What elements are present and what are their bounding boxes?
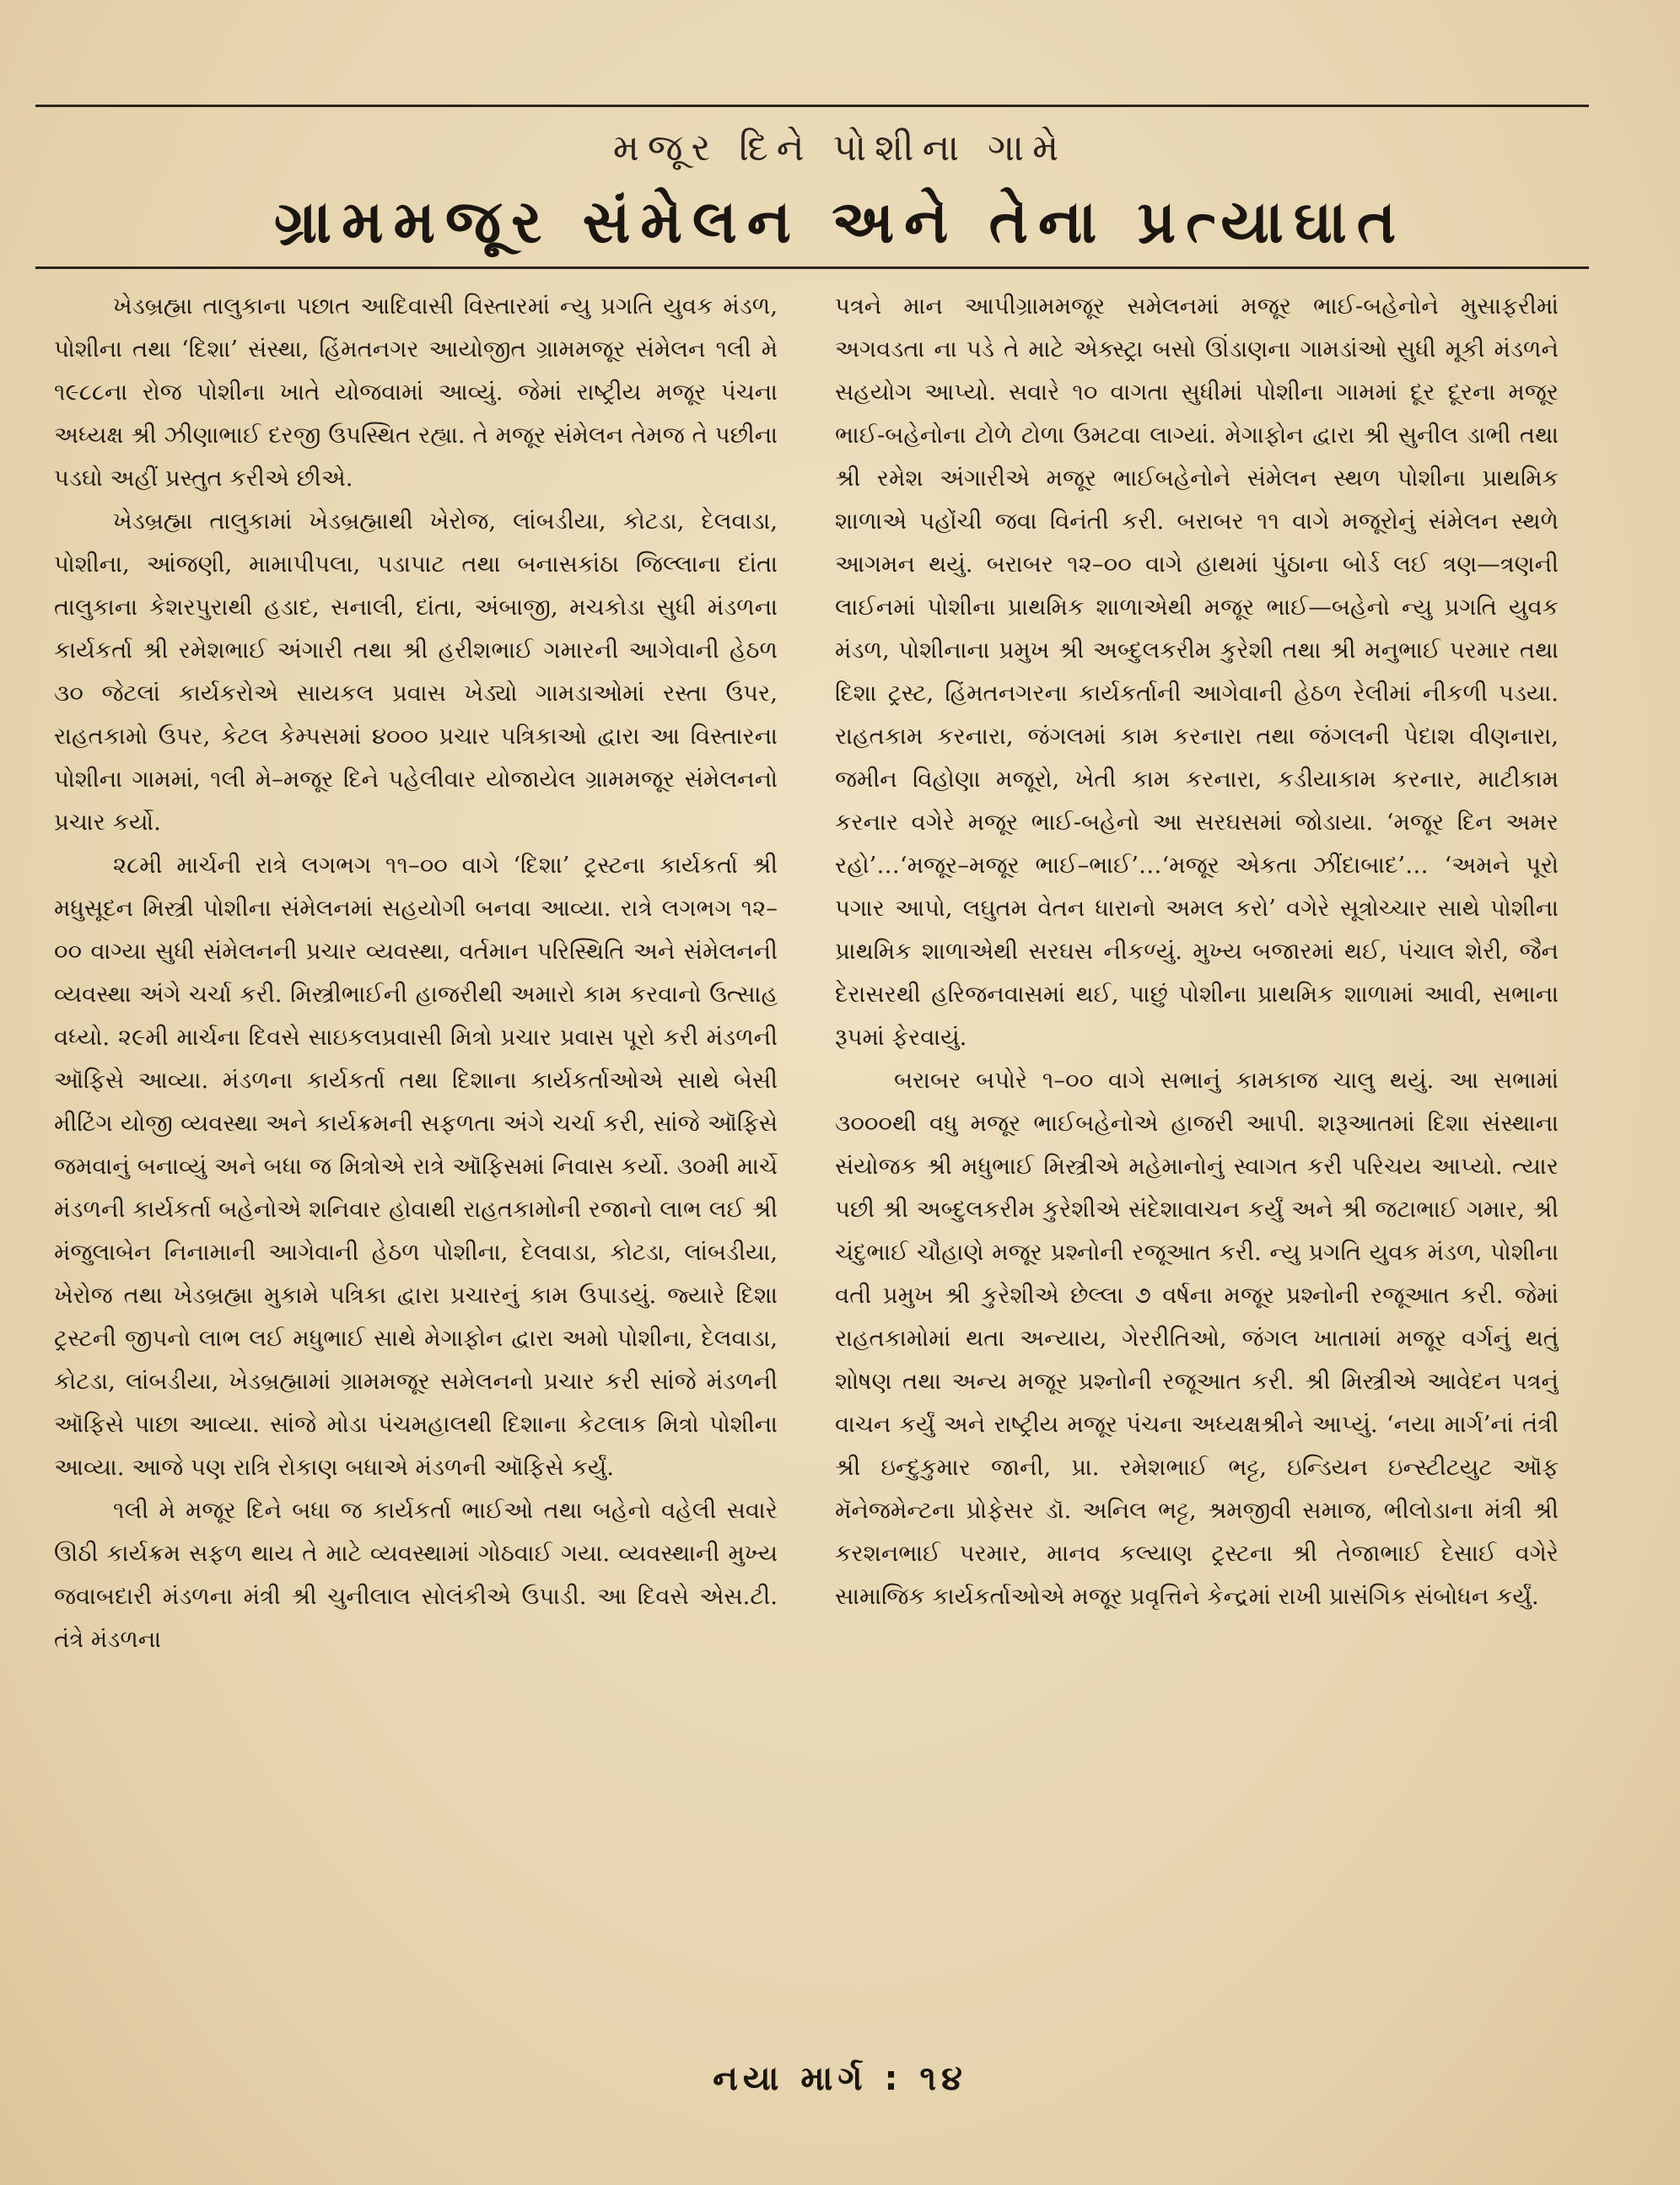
headline-rule (35, 266, 1589, 269)
article-headline: ગ્રામમજૂર સંમેલન અને તેના પ્રત્યાઘાત (273, 187, 1407, 256)
article-kicker: મજૂર દિને પોશીના ગામે (612, 126, 1068, 170)
paragraph: પત્રને માન આપીગ્રામમજૂર સમેલનમાં મજૂર ભાઈ-બહેનોને મુસાફરીમાં અગવડતા ના પડે તે માટે એક્સ્ટ્રા બસો ઊંડાણના ગામડાંઓ સુધી મૂકી મંડળને સહયોગ આપ્યો. સવારે ૧૦ વાગતા સુધીમાં પોશીના ગામમાં દૂર દૂરના મજૂર ભાઈ-બહેનોના ટોળે ટોળા ઉમટવા લાગ્યાં. મેગાફોન દ્વારા શ્રી સુનીલ ડાભી તથા શ્રી રમેશ અંગારીએ મજૂર ભાઈબહેનોને સંમેલન સ્થળ પોશીના પ્રાથમિક શાળાએ પહોંચી જવા વિનંતી કરી. બરાબર ૧૧ વાગે મજૂરોનું સંમેલન સ્થળે આગમન થયું. બરાબર ૧૨–૦૦ વાગે હાથમાં પુંઠાના બોર્ડ લઈ ત્રણ—ત્રણની લાઈનમાં પોશીના પ્રાથમિક શાળાએથી મજૂર ભાઈ—બહેનો ન્યુ પ્રગતિ યુવક મંડળ, પોશીનાના પ્રમુખ શ્રી અબ્દુલકરીમ કુરેશી તથા શ્રી મનુભાઈ પરમાર તથા દિશા ટ્રસ્ટ, હિંમતનગરના કાર્યકર્તાની આગેવાની હેઠળ રેલીમાં નીકળી પડયા. રાહતકામ કરનારા, જંગલમાં કામ કરનારા તથા જંગલની પેદાશ વીણનારા, જમીન વિહોણા મજૂરો, ખેતી કામ કરનારા, કડીયાકામ કરનાર, માટીકામ કરનાર વગેરે મજૂર ભાઈ-બહેનો આ સરઘસમાં જોડાયા. ‘મજૂર દિન અમર રહો’…‘મજૂર–મજૂર ભાઈ–ભાઈ’…‘મજૂર એકતા ઝીંદાબાદ’… ‘અમને પૂરો પગાર આપો, લઘુતમ વેતન ધારાનો અમલ કરો’ વગેરે સૂત્રોચ્ચાર સાથે પોશીના પ્રાથમિક શાળાએથી સરઘસ નીકળ્યું. મુખ્ય બજારમાં થઈ, પંચાલ શેરી, જૈન દેરાસરથી હરિજનવાસમાં થઈ, પાછું પોશીના પ્રાથમિક શાળામાં આવી, સભાના રૂપમાં ફેરવાયું. (835, 293, 1559, 1051)
paragraph: ખેડબ્રહ્મા તાલુકાના પછાત આદિવાસી વિસ્તારમાં ન્યુ પ્રગતિ યુવક મંડળ, પોશીના તથા ‘દિશા’ સંસ્થા, હિંમતનગર આયોજીત ગ્રામમજૂર સંમેલન ૧લી મે ૧૯૮૮ના રોજ પોશીના ખાતે યોજવામાં આવ્યું. જેમાં રાષ્ટ્રીય મજૂર પંચના અધ્યક્ષ શ્રી ઝીણાભાઈ દરજી ઉપસ્થિત રહ્યા. તે મજૂર સંમેલન તેમજ તે પછીના પડઘો અહીં પ્રસ્તુત કરીએ છીએ. (54, 293, 778, 492)
paragraph: ખેડબ્રહ્મા તાલુકામાં ખેડબ્રહ્માથી ખેરોજ, લાંબડીયા, કોટડા, દેલવાડા, પોશીના, આંજણી, મામાપીપલા, પડાપાટ તથા બનાસકાંઠા જિલ્લાના દાંતા તાલુકાના કેશરપુરાથી હડાદ, સનાલી, દાંતા, અંબાજી, મચકોડા સુધી મંડળના કાર્યકર્તા શ્રી રમેશભાઈ અંગારી તથા શ્રી હરીશભાઈ ગમારની આગેવાની હેઠળ ૩૦ જેટલાં કાર્યકરોએ સાયકલ પ્રવાસ ખેડ્યો ગામડાઓમાં રસ્તા ઉપર, રાહતકામો ઉપર, કેટલ કેમ્પસમાં ૪૦૦૦ પ્રચાર પત્રિકાઓ દ્વારા આ વિસ્તારના પોશીના ગામમાં, ૧લી મે–મજૂર દિને પહેલીવાર યોજાયેલ ગ્રામમજૂર સંમેલનનો પ્રચાર કર્યો. (54, 508, 778, 836)
page-footer: નયા માર્ગ : ૧૪ (713, 2059, 967, 2098)
right-column (835, 285, 1559, 1980)
left-column (54, 285, 778, 1980)
top-rule (35, 105, 1589, 107)
paragraph: ૧લી મે મજૂર દિને બધા જ કાર્યકર્તા ભાઈઓ તથા બહેનો વહેલી સવારે ઊઠી કાર્યક્રમ સફળ થાય તે માટે વ્યવસ્થામાં ગોઠવાઈ ગયા. વ્યવસ્થાની મુખ્ય જવાબદારી મંડળના મંત્રી શ્રી ચુનીલાલ સોલંકીએ ઉપાડી. આ દિવસે એસ.ટી. તંત્રે મંડળના (54, 1497, 778, 1653)
paragraph: ૨૮મી માર્ચની રાત્રે લગભગ ૧૧–૦૦ વાગે ‘દિશા’ ટ્રસ્ટના કાર્યકર્તા શ્રી મધુસૂદન મિસ્ત્રી પોશીના સંમેલનમાં સહયોગી બનવા આવ્યા. રાત્રે લગભગ ૧૨–૦૦ વાગ્યા સુધી સંમેલનની પ્રચાર વ્યવસ્થા, વર્તમાન પરિસ્થિતિ અને સંમેલનની વ્યવસ્થા અંગે ચર્ચા કરી. મિસ્ત્રીભાઈની હાજરીથી અમારો કામ કરવાનો ઉત્સાહ વધ્યો. ૨૯મી માર્ચના દિવસે સાઇકલપ્રવાસી મિત્રો પ્રચાર પ્રવાસ પૂરો કરી મંડળની ઑફિસે આવ્યા. મંડળના કાર્યકર્તા તથા દિશાના કાર્યકર્તાઓએ સાથે બેસી મીટિંગ યોજી વ્યવસ્થા અને કાર્યક્રમની સફળતા અંગે ચર્ચા કરી, સાંજે ઑફિસે જમવાનું બનાવ્યું અને બધા જ મિત્રોએ રાત્રે ઑફિસમાં નિવાસ કર્યો. ૩૦મી માર્ચે મંડળની કાર્યકર્તા બહેનોએ શનિવાર હોવાથી રાહતકામોની રજાનો લાભ લઈ શ્રી મંજુલાબેન નિનામાની આગેવાની હેઠળ પોશીના, દેલવાડા, કોટડા, લાંબડીયા, ખેરોજ તથા ખેડબ્રહ્મા મુકામે પત્રિકા દ્વારા પ્રચારનું કામ ઉપાડયું. જ્યારે દિશા ટ્રસ્ટની જીપનો લાભ લઈ મધુભાઈ સાથે મેગાફોન દ્વારા અમો પોશીના, દેલવાડા, કોટડા, લાંબડીયા, ખેડબ્રહ્મામાં ગ્રામમજૂર સમેલનનો પ્રચાર કરી સાંજે મંડળની ઑફિસે પાછા આવ્યા. સાંજે મોડા પંચમહાલથી દિશાના કેટલાક મિત્રો પોશીના આવ્યા. આજે પણ રાત્રિ રોકાણ બધાએ મંડળની ઑફિસે કર્યું. (54, 852, 778, 1481)
paragraph: બરાબર બપોરે ૧–૦૦ વાગે સભાનું કામકાજ ચાલુ થયું. આ સભામાં ૩૦૦૦થી વધુ મજૂર ભાઈબહેનોએ હાજરી આપી. શરૂઆતમાં દિશા સંસ્થાના સંયોજક શ્રી મધુભાઈ મિસ્ત્રીએ મહેમાનોનું સ્વાગત કરી પરિચય આપ્યો. ત્યાર પછી શ્રી અબ્દુલકરીમ કુરેશીએ સંદેશાવાચન કર્યું અને શ્રી જટાભાઈ ગમાર, શ્રી ચંદુભાઈ ચૌહાણે મજૂર પ્રશ્નોની રજૂઆત કરી. ન્યુ પ્રગતિ યુવક મંડળ, પોશીના વતી પ્રમુખ શ્રી કુરેશીએ છેલ્લા ૭ વર્ષના મજૂર પ્રશ્નોની રજૂઆત કરી. જેમાં રાહતકામોમાં થતા અન્યાય, ગેરરીતિઓ, જંગલ ખાતામાં મજૂર વર્ગનું થતું શોષણ તથા અન્ય મજૂર પ્રશ્નોની રજૂઆત કરી. શ્રી મિસ્ત્રીએ આવેદન પત્રનું વાચન કર્યું અને રાષ્ટ્રીય મજૂર પંચના અધ્યક્ષશ્રીને આપ્યું. ‘નયા માર્ગ’નાં તંત્રી શ્રી ઇન્દુકુમાર જાની, પ્રા. રમેશભાઈ ભટ્ટ, ઇન્ડિયન ઇન્સ્ટીટયુટ ઑફ મૅનેજમેન્ટના પ્રોફેસર ડૉ. અનિલ ભટ્ટ, શ્રમજીવી સમાજ, ભીલોડાના મંત્રી શ્રી કરશનભાઈ પરમાર, માનવ કલ્યાણ ટ્રસ્ટના શ્રી તેજાભાઈ દેસાઈ વગેરે સામાજિક કાર્યકર્તાઓએ મજૂર પ્રવૃત્તિને કેન્દ્રમાં રાખી પ્રાસંગિક સંબોધન કર્યું. (835, 1067, 1559, 1610)
